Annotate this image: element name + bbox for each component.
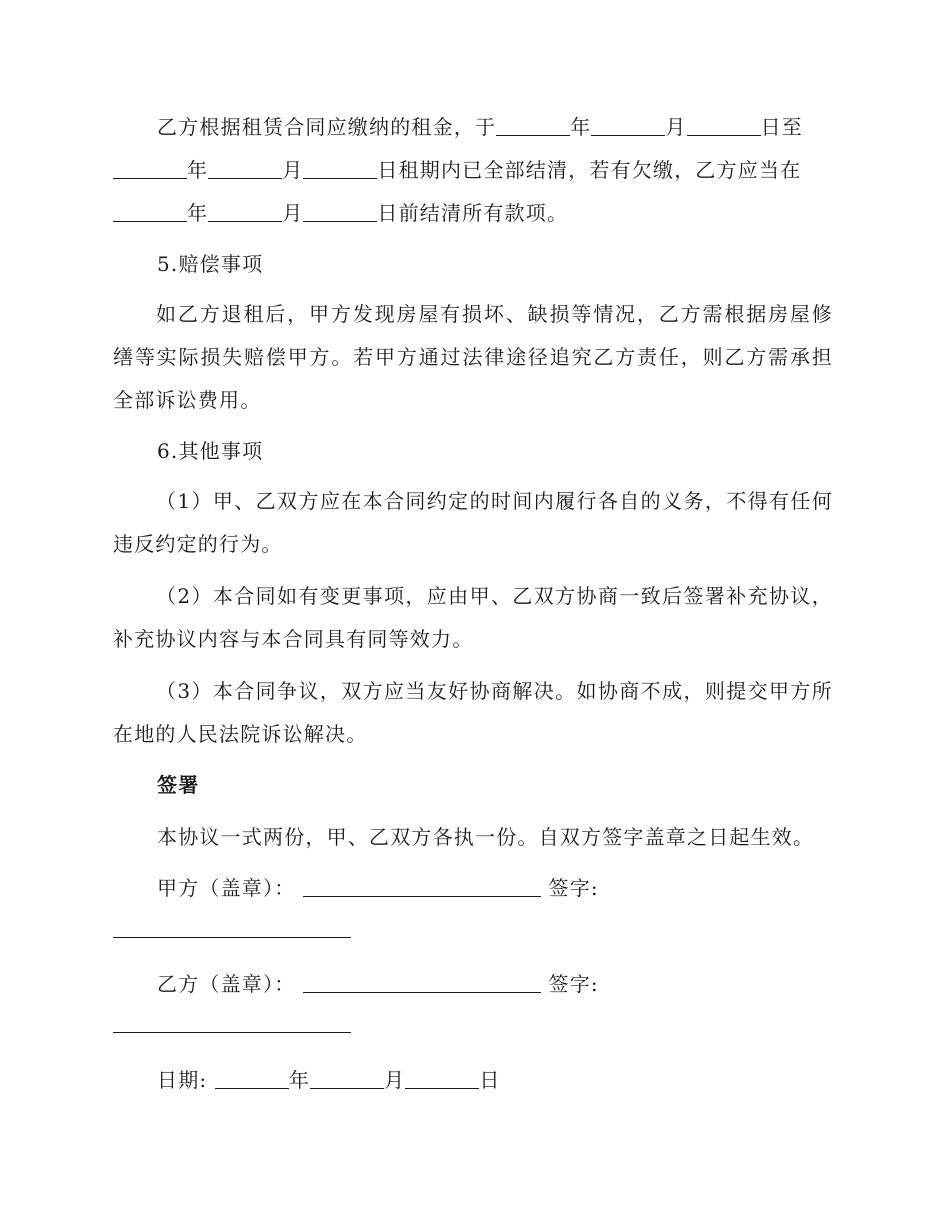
blank-field[interactable] <box>310 1068 384 1089</box>
party-a-label: 甲方（盖章）： <box>157 876 296 900</box>
payment-text: 日前结清所有款项。 <box>377 201 569 225</box>
party-b-seal-field[interactable] <box>303 972 541 993</box>
party-b-row <box>157 970 599 998</box>
month-label: 月 <box>282 201 304 225</box>
year-label: 年 <box>570 115 592 139</box>
blank-field[interactable] <box>303 158 377 179</box>
sign-label: 签字: <box>548 876 599 900</box>
year-label: 年 <box>187 158 209 182</box>
date-label: 日期: <box>157 1068 208 1092</box>
section-5-title: 5.赔偿事项 <box>157 252 264 276</box>
month-label: 月 <box>384 1068 406 1092</box>
year-label: 年 <box>187 201 209 225</box>
day-label: 日 <box>479 1068 501 1092</box>
signature-statement: 本协议一式两份，甲、乙双方各执一份。自双方签字盖章之日起生效。 <box>157 825 815 849</box>
month-label: 月 <box>665 115 687 139</box>
blank-field[interactable] <box>113 201 187 222</box>
party-a-seal-field[interactable] <box>303 876 541 897</box>
payment-line-3 <box>113 199 568 227</box>
payment-text: 日租期内已全部结清，若有欠缴，乙方应当在 <box>377 158 802 182</box>
party-b-label: 乙方（盖章）： <box>157 972 296 996</box>
payment-text: 乙方根据租赁合同应缴纳的租金，于 <box>157 115 497 139</box>
blank-field[interactable] <box>113 158 187 179</box>
section-5-body: 如乙方退租后，甲方发现房屋有损坏、缺损等情况，乙方需根据房屋修缮等实际损失赔偿甲方。若甲方通过法律途径追究乙方责任，则乙方需承担全部诉讼费用。 <box>113 302 833 412</box>
blank-field[interactable] <box>303 201 377 222</box>
blank-field[interactable] <box>208 158 282 179</box>
blank-field[interactable] <box>591 115 665 136</box>
party-a-sign-field[interactable] <box>113 937 351 938</box>
sign-label: 签字: <box>548 972 599 996</box>
party-a-row <box>157 874 599 902</box>
section-6-item-1: （1）甲、乙双方应在本合同约定的时间内履行各自的义务，不得有任何违反约定的行为。 <box>113 489 833 556</box>
section-6-title: 6.其他事项 <box>157 439 264 463</box>
section-6-item-3: （3）本合同争议，双方应当友好协商解决。如协商不成，则提交甲方所在地的人民法院诉讼解决。 <box>113 679 833 746</box>
blank-field[interactable] <box>215 1068 289 1089</box>
year-label: 年 <box>288 1068 311 1092</box>
day-to-label: 日至 <box>760 115 804 139</box>
blank-field[interactable] <box>208 201 282 222</box>
month-label: 月 <box>282 158 304 182</box>
party-b-sign-field[interactable] <box>113 1032 351 1033</box>
signature-heading: 签署 <box>157 773 200 797</box>
payment-line-2 <box>113 156 801 184</box>
blank-field[interactable] <box>496 115 570 136</box>
blank-field[interactable] <box>687 115 761 136</box>
date-row <box>157 1066 501 1094</box>
blank-field[interactable] <box>405 1068 479 1089</box>
section-6-item-2: （2）本合同如有变更事项，应由甲、乙双方协商一致后签署补充协议，补充协议内容与本合同具有同等效力。 <box>113 584 833 651</box>
payment-line-1 <box>157 113 803 141</box>
